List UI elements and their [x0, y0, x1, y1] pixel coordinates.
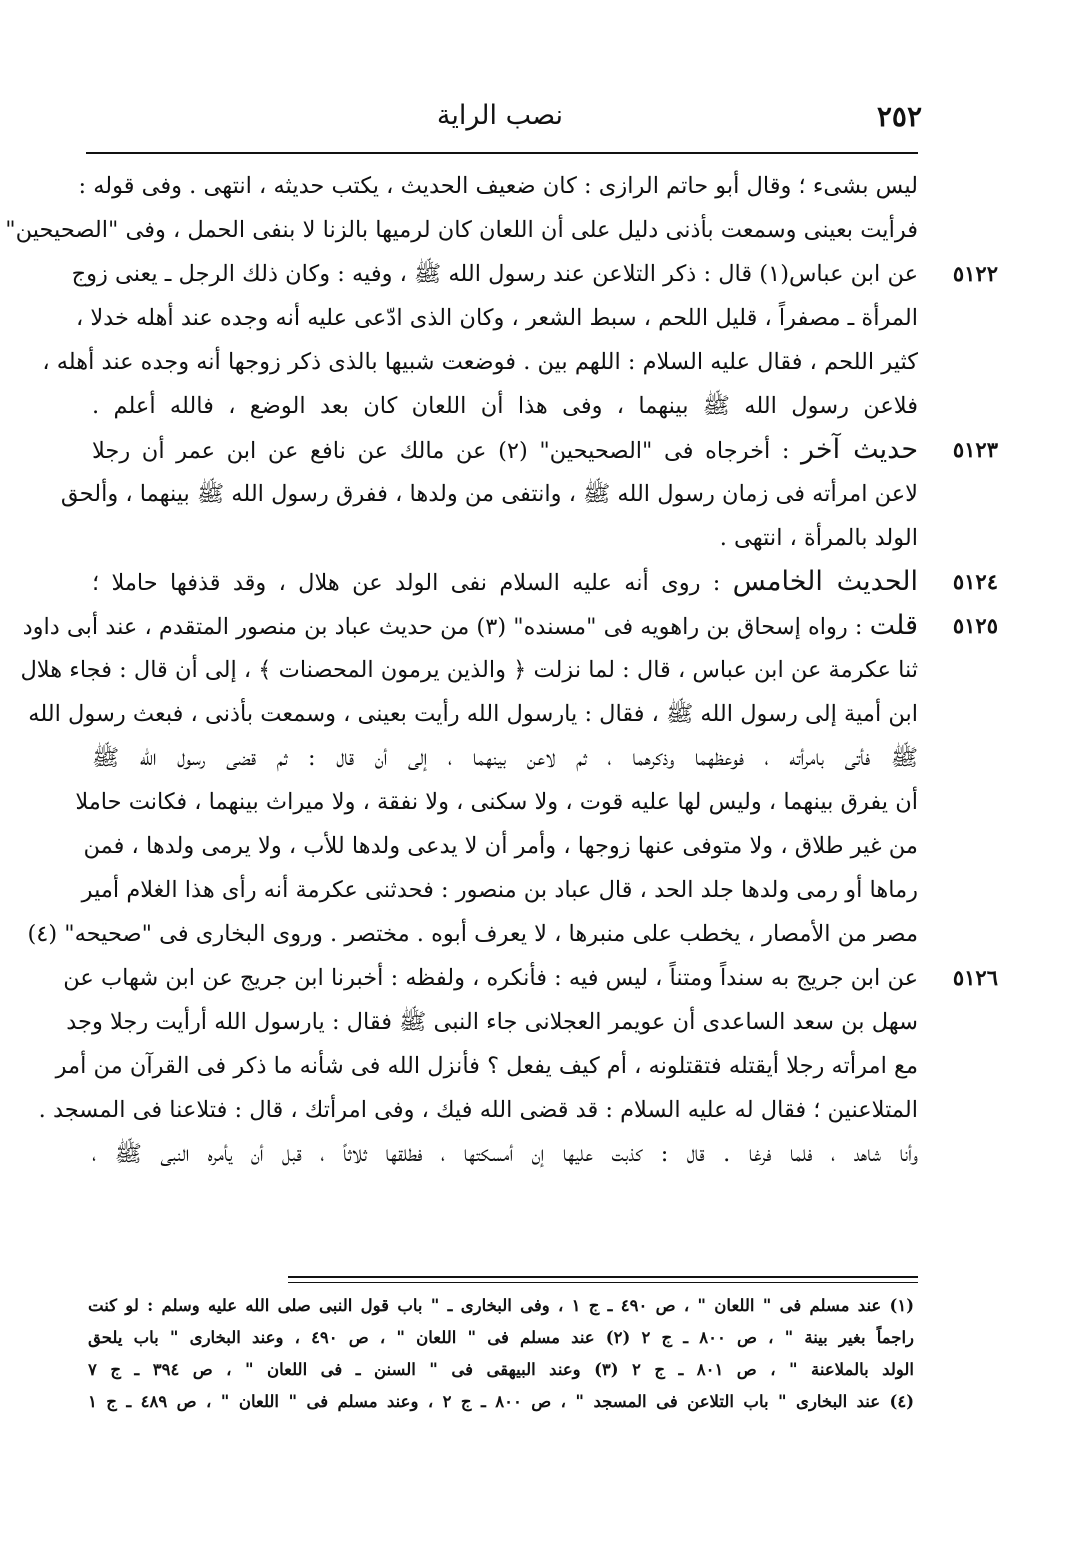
text-line: مصر من الأمصار ، يخطب على منبرها ، لا يعرف أبوه . مختصر . وروى البخارى فى "صحيحه" (٤)	[27, 921, 918, 947]
hadith-entry	[42, 252, 998, 428]
hadith-number: ٥١٢٦	[952, 965, 998, 990]
hadith-entry	[88, 560, 998, 604]
footnote-line: راجماً بغير بينة " ، ص ٨٠٠ ـ ج ٢ (٢) عند مسلم فى " اللعان " ، ص ٤٩٠ ، وعند البخارى " باب يلحق	[88, 1328, 915, 1347]
running-header-title: نصب الراية	[436, 100, 564, 131]
text-line: وأنا شاهد ، فلما فرغا . قال : كذبت عليها إن أمسكتها ، فطلقها ثلاثاً ، قبل أن يأمره النبى ﷺ ،	[92, 1141, 918, 1167]
text-run: : روى أنه عليه السلام نفى الولد عن هلال ، وقد قذفها حاملا ؛	[92, 570, 733, 596]
text-line: من غير طلاق ، ولا متوفى عنها زوجها ، وأمر أن لا يدعى ولدها للأب ، ولا يرمى ولدها ، فمن	[83, 833, 918, 859]
page-number: ٢٥٢	[876, 100, 922, 133]
footnote-line: (٤) عند البخارى " باب التلاعن فى المسجد " ، ص ٨٠٠ ـ ج ٢ ، وعند مسلم فى " اللعان " ، ص ٤٨٩ ـ ج ١	[88, 1392, 915, 1411]
hadith-entry	[60, 428, 998, 560]
text-line: أن يفرق بينهما ، وليس لها عليه قوت ، ولا سكنى ، ولا نفقة ، ولا ميراث بينهما ، فكانت حاملا	[75, 789, 918, 815]
text-run: : أخرجاه فى "الصحيحين" (٢) عن مالك عن نافع عن ابن عمر أن رجلا	[92, 438, 802, 464]
text-line: رماها أو رمى ولدها جلد الحد ، قال عباد بن منصور : فحدثنى عكرمة أنه رأى هذا الغلام أمير	[81, 877, 918, 903]
text-line: لاعن امرأته فى زمان رسول الله ﷺ ، وانتفى من ولدها ، ففرق رسول الله ﷺ بينهما ، وألحق	[60, 481, 918, 507]
hadith-entry	[38, 956, 998, 1176]
footnote-line: الولد بالملاعنة " ، ص ٨٠١ ـ ج ٢ (٣) وعند البيهقى فى " السنن ـ فى اللعان " ، ص ٣٩٤ ـ ج ٧	[88, 1360, 914, 1379]
text-line: فلاعن رسول الله ﷺ بينهما ، وفى هذا أن اللعان كان بعد الوضع ، فالله أعلم .	[92, 393, 918, 419]
text-line: ابن أمية إلى رسول الله ﷺ ، فقال : يارسول الله رأيت بعينى ، وسمعت بأذنى ، فبعث رسول الله	[28, 701, 918, 727]
text-line: المرأة ـ مصفراً ، قليل اللحم ، سبط الشعر ، وكان الذى ادّعى عليه أنه وجده عند أهله خدلا ،	[75, 305, 918, 331]
text-line: الولد بالمرأة ، انتهى .	[719, 525, 918, 551]
text-line: عن ابن عباس(١) قال : ذكر التلاعن عند رسول الله ﷺ ، وفيه : وكان ذلك الرجل ـ يعنى زوج	[71, 261, 918, 287]
text-line	[92, 428, 918, 472]
hadith-number: ٥١٢٥	[952, 613, 998, 638]
intro-paragraph	[5, 164, 998, 252]
text-run: : رواه إسحاق بن راهويه فى "مسنده" (٣) من حديث عباد بن منصور المتقدم ، عند أبى داود	[22, 614, 870, 640]
footnote-rule	[288, 1276, 918, 1278]
text-line: سهل بن سعد الساعدى أن عويمر العجلانى جاء النبى ﷺ فقال : يارسول الله أرأيت رجلا وجد	[66, 1009, 918, 1035]
text-line	[22, 604, 918, 648]
text-line	[92, 560, 918, 604]
hadith-number: ٥١٢٣	[952, 437, 998, 462]
hadith-entry	[20, 604, 998, 956]
hadith-number: ٥١٢٢	[952, 261, 998, 286]
text-line: ليس بشىء ؛ وقال أبو حاتم الرازى : كان ضعيف الحديث ، يكتب حديثه ، انتهى . وفى قوله :	[78, 173, 918, 199]
text-line: كثير اللحم ، فقال عليه السلام : اللهم بين . فوضعت شبيها بالذى ذكر زوجها أنه وجده عند أهله ،	[42, 349, 918, 375]
footnote-rule	[288, 1282, 918, 1283]
text-line: ﷺ فأتى بامرأته ، فوعظهما وذكرهما ، ثم لاعن بينهما ، إلى أن قال : ثم قضى رسول الله ﷺ	[92, 745, 918, 771]
text-line: المتلاعنين ؛ فقال له عليه السلام : قد قضى الله فيك ، وفى امرأتك ، قال : فتلاعنا فى المسجد .	[38, 1097, 918, 1123]
section-lead: الحديث الخامس	[732, 566, 918, 597]
text-line: مع امرأته رجلا أيقتله فتقتلونه ، أم كيف يفعل ؟ فأنزل الله فى شأنه ما ذكر فى القرآن من أمر	[55, 1053, 918, 1079]
section-lead: قلت	[869, 610, 918, 641]
hadith-number: ٥١٢٤	[952, 569, 998, 594]
text-line: عن ابن جريج به سنداً ومتناً ، ليس فيه : فأنكره ، ولفظه : أخبرنا ابن جريج عن ابن شهاب عن	[63, 965, 918, 991]
header-rule	[86, 152, 918, 154]
text-line: فرأيت بعينى وسمعت بأذنى دليل على أن اللعان كان لرميها بالزنا لا بنفى الحمل ، وفى "الصحيحين"	[5, 217, 918, 243]
footnote-line: (١) عند مسلم فى " اللعان " ، ص ٤٩٠ ـ ج ١ ، وفى البخارى ـ " باب قول النبى صلى الله عليه وسلم : لو كنت	[88, 1296, 915, 1315]
text-line: ثنا عكرمة عن ابن عباس ، قال : لما نزلت ﴿ والذين يرمون المحصنات ﴾ ، إلى أن قال : فجاء هلال	[20, 657, 918, 683]
page-body	[5, 164, 998, 1176]
footnotes	[88, 1290, 914, 1418]
section-lead: حديث آخر	[801, 434, 919, 465]
